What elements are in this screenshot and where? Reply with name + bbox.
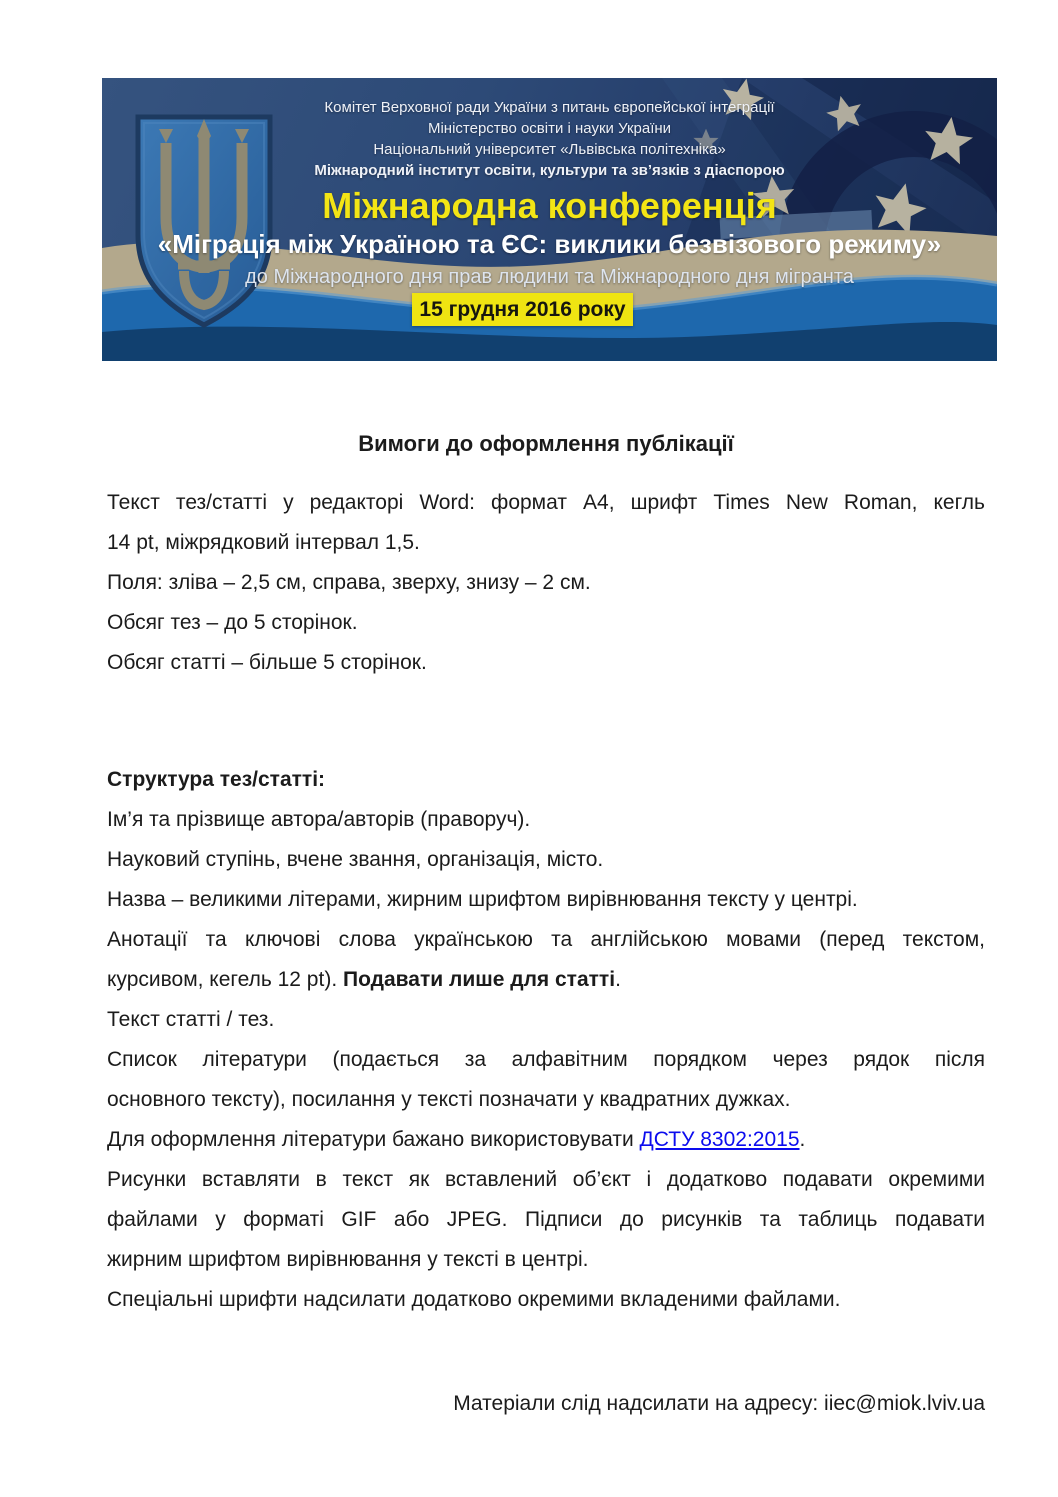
structure-item-figures-line-2: файлами у форматі GIF або JPEG. Підписи до рисунків та таблиць подавати — [107, 1208, 985, 1231]
format-requirements-line-2: 14 pt, міжрядковий інтервал 1,5. — [107, 531, 420, 554]
conference-date-badge: 15 грудня 2016 року — [412, 293, 633, 326]
conference-subtitle: «Міграція між Україною та ЄС: виклики безвізового режиму» — [157, 229, 942, 259]
structure-item-annotations-line-2 — [107, 960, 985, 1000]
conference-dedication: до Міжнародного дня прав людини та Міжнародного дня мігранта — [245, 266, 854, 288]
conference-banner — [102, 78, 997, 361]
structure-item-text: Текст статті / тез. — [107, 1008, 275, 1031]
dstu-text: Для оформлення літератури бажано використовувати — [107, 1128, 640, 1151]
structure-item-degree: Науковий ступінь, вчене звання, організація, місто. — [107, 848, 604, 871]
structure-item-references-line-2: основного тексту), посилання у тексті позначати у квадратних дужках. — [107, 1088, 791, 1111]
structure-item-dstu — [107, 1120, 985, 1160]
dstu-period: . — [799, 1128, 806, 1151]
banner-org-line-3: Національний університет «Львівська політехніка» — [373, 141, 726, 158]
structure-item-annotations-line-1: Анотації та ключові слова українською та англійською мовами (перед текстом, — [107, 928, 985, 951]
structure-item-references-line-1: Список літератури (подається за алфавітним порядком через рядок після — [107, 1048, 985, 1071]
structure-item-title: Назва – великими літерами, жирним шрифтом вирівнювання тексту у центрі. — [107, 888, 858, 911]
dstu-link[interactable]: ДСТУ 8302:2015 — [639, 1128, 800, 1151]
banner-text-block — [102, 97, 997, 290]
document-body — [107, 361, 985, 1445]
annotations-text: курсивом, кегель 12 pt). — [107, 968, 343, 991]
banner-org-line-4: Міжнародний інститут освіти, культури та зв’язків з діаспорою — [314, 162, 785, 179]
margins-requirement: Поля: зліва – 2,5 см, справа, зверху, знизу – 2 см. — [107, 571, 591, 594]
banner-org-line-1: Комітет Верховної ради України з питань європейської інтеграції — [324, 99, 775, 116]
submission-email-line: Матеріали слід надсилати на адресу: iiec@miok.lviv.ua — [453, 1392, 985, 1415]
structure-section-heading: Структура тез/статті: — [107, 768, 326, 791]
article-length-requirement: Обсяг статті – більше 5 сторінок. — [107, 651, 427, 674]
vertical-spacer — [107, 683, 985, 760]
banner-org-line-2: Міністерство освіти і науки України — [427, 120, 672, 137]
annotations-bold-note: Подавати лише для статті — [342, 968, 616, 991]
structure-item-figures-line-1: Рисунки вставляти в текст як вставлений об’єкт і додатково подавати окремими — [107, 1168, 985, 1191]
theses-length-requirement: Обсяг тез – до 5 сторінок. — [107, 611, 358, 634]
conference-title: Міжнародна конференція — [322, 185, 777, 226]
format-requirements-line-1: Текст тез/статті у редакторі Word: формат А4, шрифт Times New Roman, кегль — [107, 491, 985, 514]
page-title: Вимоги до оформлення публікації — [358, 431, 734, 456]
structure-item-fonts: Спеціальні шрифти надсилати додатково окремими вкладеними файлами. — [107, 1288, 841, 1311]
structure-item-figures-line-3: жирним шрифтом вирівнювання у тексті в центрі. — [107, 1248, 589, 1271]
annotations-period: . — [615, 968, 621, 991]
structure-item-author: Ім’я та прізвище автора/авторів (праворуч). — [107, 808, 531, 831]
